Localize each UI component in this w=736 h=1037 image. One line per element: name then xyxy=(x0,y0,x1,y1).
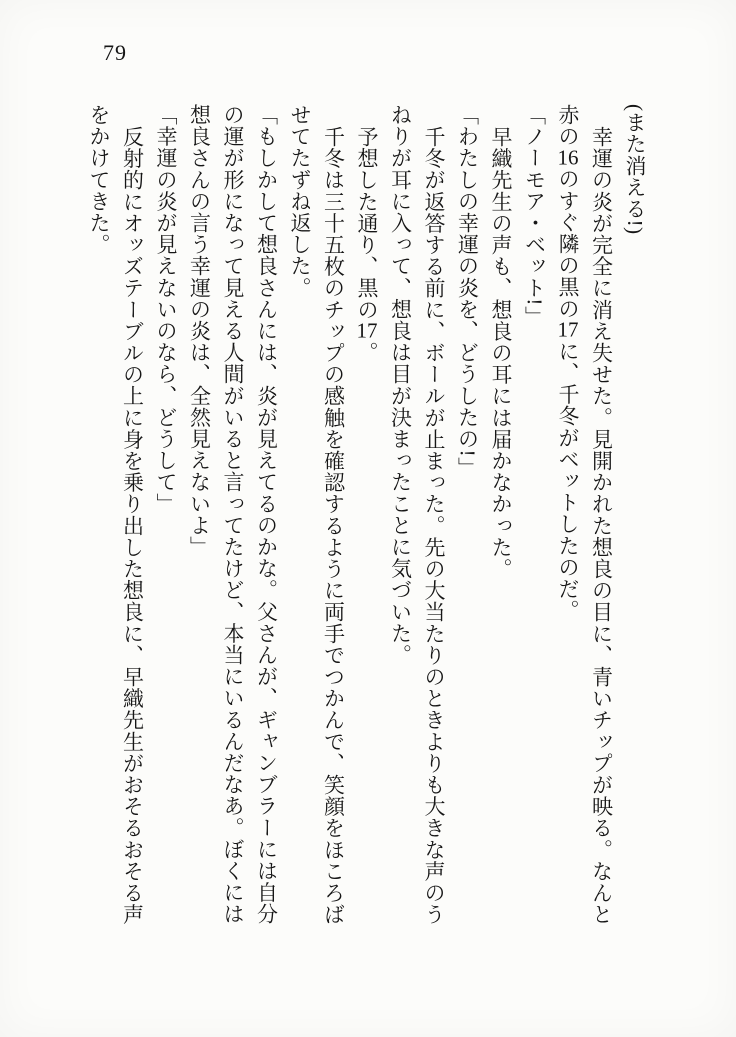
horizontal-digits: 16 xyxy=(557,147,579,169)
text-line: 「もしかして想良さんには、炎が見えてるのかな。父さんが、ギャンブラーには自分 xyxy=(254,104,279,925)
horizontal-digits: 17 xyxy=(356,320,378,341)
text-line: の運が形になって見える人間がいると言ってたけど、本当にいるんだなあ。ぼくには xyxy=(221,104,245,925)
page-number: 79 xyxy=(103,40,127,65)
text-line: 早織先生の声も、想良の耳には届かなかった。 xyxy=(489,125,513,580)
text-line: 千冬は三十五枚のチップの感触を確認するように両手でつかんで、笑顔をほころば xyxy=(321,125,346,925)
text-line: 「幸運の炎が見えないのなら、どうして」 xyxy=(154,104,178,515)
text-line: 「ノーモア・ベット!」 xyxy=(522,104,547,328)
horizontal-digits: 17 xyxy=(557,319,579,341)
text-columns xyxy=(82,104,652,927)
text-line: 幸運の炎が完全に消え失せた。見開かれた想良の目に、青いチップが映る。なんと xyxy=(589,125,614,925)
text-line: ねりが耳に入って、想良は目が決まったことに気づいた。 xyxy=(388,104,413,666)
text-line: をかけてきた。 xyxy=(87,104,111,256)
text-line: 想良さんの言う幸運の炎は、全然見えないよ」 xyxy=(187,104,212,558)
text-line: 反射的にオッズテーブルの上に身を乗り出した想良に、早織先生がおそるおそる声 xyxy=(120,125,145,925)
text-line: 「わたしの幸運の炎を、どうしたの!」 xyxy=(455,104,480,479)
text-line: 赤の16のすぐ隣の黒の17に、千冬がベットしたのだ。 xyxy=(556,104,580,622)
text-line: せてたずね返した。 xyxy=(288,104,312,299)
text-line: 予想した通り、黒の17。 xyxy=(355,125,379,363)
text-line: 千冬が返答する前に、ボールが止まった。先の大当たりのときよりも大きな声のう xyxy=(422,125,446,925)
text-line: (また消える!) xyxy=(623,104,647,235)
